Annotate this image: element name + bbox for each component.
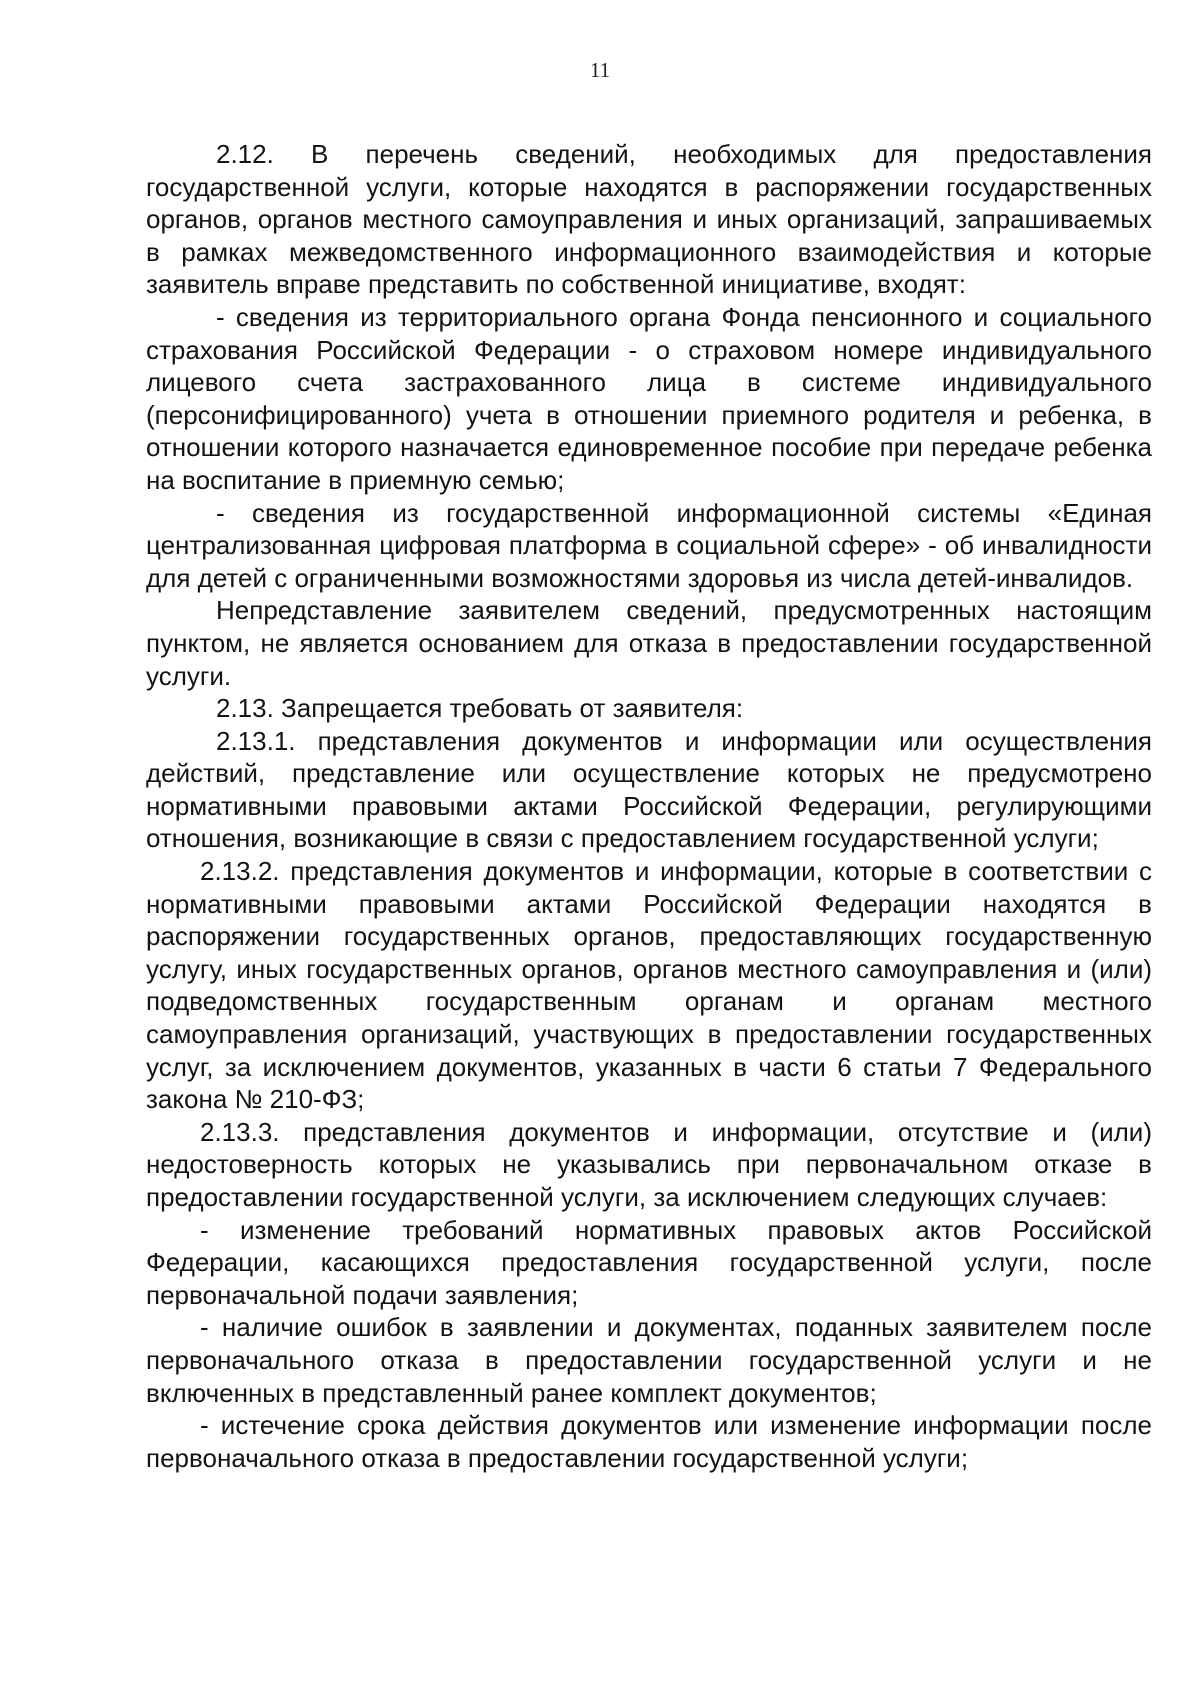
paragraph-requirements-change: - изменение требований нормативных правовых актов Российской Федерации, касающихся предоставления государственной услуги, после первоначальной подачи заявления;: [146, 1214, 1152, 1310]
paragraph-2-13-2: 2.13.2. представления документов и информации, которые в соответствии с нормативными правовыми актами Российской Федерации находятся в распоряжении государственных органов, предоставляющих государственную услугу, иных государственных органов, органов местного самоуправления и (или) подведомственных государственным органам и органам местного самоуправления организаций, участвующих в предоставлении государственных услуг, за исключением документов, указанных в части 6 статьи 7 Федерального закона № 210-ФЗ;: [146, 856, 1152, 1115]
page-number: 11: [589, 58, 611, 82]
paragraph-social-platform-info: - сведения из государственной информационной системы «Единая централизованная цифровая платформа в социальной сфере» - об инвалидности для детей с ограниченными возможностями здоровья из числа детей-инвалидов.: [146, 497, 1152, 593]
paragraph-pension-fund-info: - сведения из территориального органа Фонда пенсионного и социального страхования Российской Федерации - о страховом номере индивидуального лицевого счета застрахованного лица в системе индивидуального (персонифицированного) учета в отношении приемного родителя и ребенка, в отношении которого назначается единовременное пособие при передаче ребенка на воспитание в приемную семью;: [146, 301, 1152, 495]
paragraph-2-13-3: 2.13.3. представления документов и информации, отсутствие и (или) недостоверность которых не указывались при первоначальном отказе в предоставлении государственной услуги, за исключением следующих случаев:: [146, 1116, 1152, 1212]
paragraph-2-13-1: 2.13.1. представления документов и информации или осуществления действий, представление или осуществление которых не предусмотрено нормативными правовыми актами Российской Федерации, регулирующими отношения, возникающие в связи с предоставлением государственной услуги;: [146, 725, 1152, 854]
document-body: [146, 138, 1152, 1474]
paragraph-documents-expiry: - истечение срока действия документов или изменение информации после первоначального отказа в предоставлении государственной услуги;: [146, 1410, 1152, 1473]
paragraph-2-12: 2.12. В перечень сведений, необходимых для предоставления государственной услуги, которые находятся в распоряжении государственных органов, органов местного самоуправления и иных организаций, запрашиваемых в рамках межведомственного информационного взаимодействия и которые заявитель вправе представить по собственной инициативе, входят:: [146, 139, 1152, 300]
paragraph-errors-in-application: - наличие ошибок в заявлении и документах, поданных заявителем после первоначального отказа в предоставлении государственной услуги и не включенных в представленный ранее комплект документов;: [146, 1312, 1152, 1408]
paragraph-2-13: 2.13. Запрещается требовать от заявителя:: [216, 693, 744, 724]
paragraph-non-submission: Непредставление заявителем сведений, предусмотренных настоящим пунктом, не является основанием для отказа в предоставлении государственной услуги.: [146, 595, 1152, 691]
